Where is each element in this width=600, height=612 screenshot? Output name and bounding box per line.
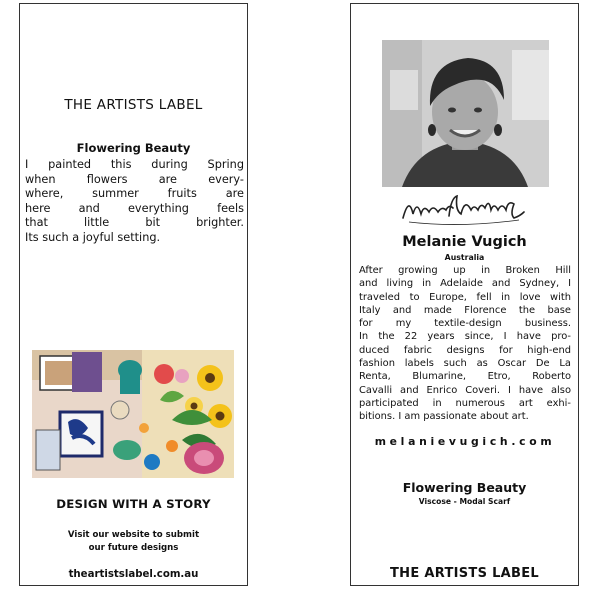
bio-line: Renta, Blumarine, Etro, Roberto (359, 371, 571, 383)
artwork-image (32, 350, 234, 478)
bio-line: After growing up in Broken Hill (359, 265, 571, 276)
bio-line: fashion labels such as Oscar De La (359, 358, 571, 370)
cta-text (20, 529, 247, 555)
description-line: Its such a joyful setting. (25, 230, 161, 244)
description-line: where, summer fruits are (25, 187, 244, 200)
description-line: I painted this during Spring (25, 158, 244, 171)
bio-line: Cavalli and Enrico Coveri. I have also (359, 384, 571, 396)
artist-portrait (382, 40, 549, 187)
bio-line: traveled to Europe, fell in love with (359, 291, 571, 303)
left-card (19, 3, 248, 586)
tagline: DESIGN WITH A STORY (56, 497, 211, 511)
website-link[interactable]: theartistslabel.com.au (68, 569, 199, 580)
brand-title-bottom: THE ARTISTS LABEL (390, 566, 539, 581)
brand-title: THE ARTISTS LABEL (64, 97, 203, 113)
cta-line: our future designs (88, 543, 179, 553)
bio-line: In the 22 years since, I have pro- (359, 331, 571, 343)
product-title: Flowering Beauty (402, 480, 527, 495)
description-line: here and everything feels (25, 201, 244, 215)
artist-website-link[interactable]: melanievugich.com (374, 435, 556, 448)
bio-line: duced fabric designs for high-end (359, 344, 571, 356)
artwork-description (25, 158, 244, 245)
bio-line: participated in numerous art exhi- (359, 397, 571, 409)
bio-line: for my textile-design business. (359, 318, 571, 330)
artist-country: Australia (444, 253, 485, 262)
cta-line: Visit our website to submit (67, 530, 200, 540)
description-line: that little bit brighter. (25, 216, 244, 229)
artist-signature (399, 192, 533, 230)
artist-bio (359, 264, 571, 424)
bio-line: bitions. I am passionate about art. (359, 411, 529, 423)
bio-line: and living in Adelaide and Sydney, I (359, 278, 571, 290)
bio-line: Italy and made Florence the base (359, 304, 571, 316)
artwork-title: Flowering Beauty (76, 141, 191, 155)
description-line: when flowers are every- (25, 172, 244, 186)
product-description: Viscose - Modal Scarf (418, 497, 511, 506)
artist-name: Melanie Vugich (402, 234, 527, 250)
right-card (350, 3, 579, 586)
